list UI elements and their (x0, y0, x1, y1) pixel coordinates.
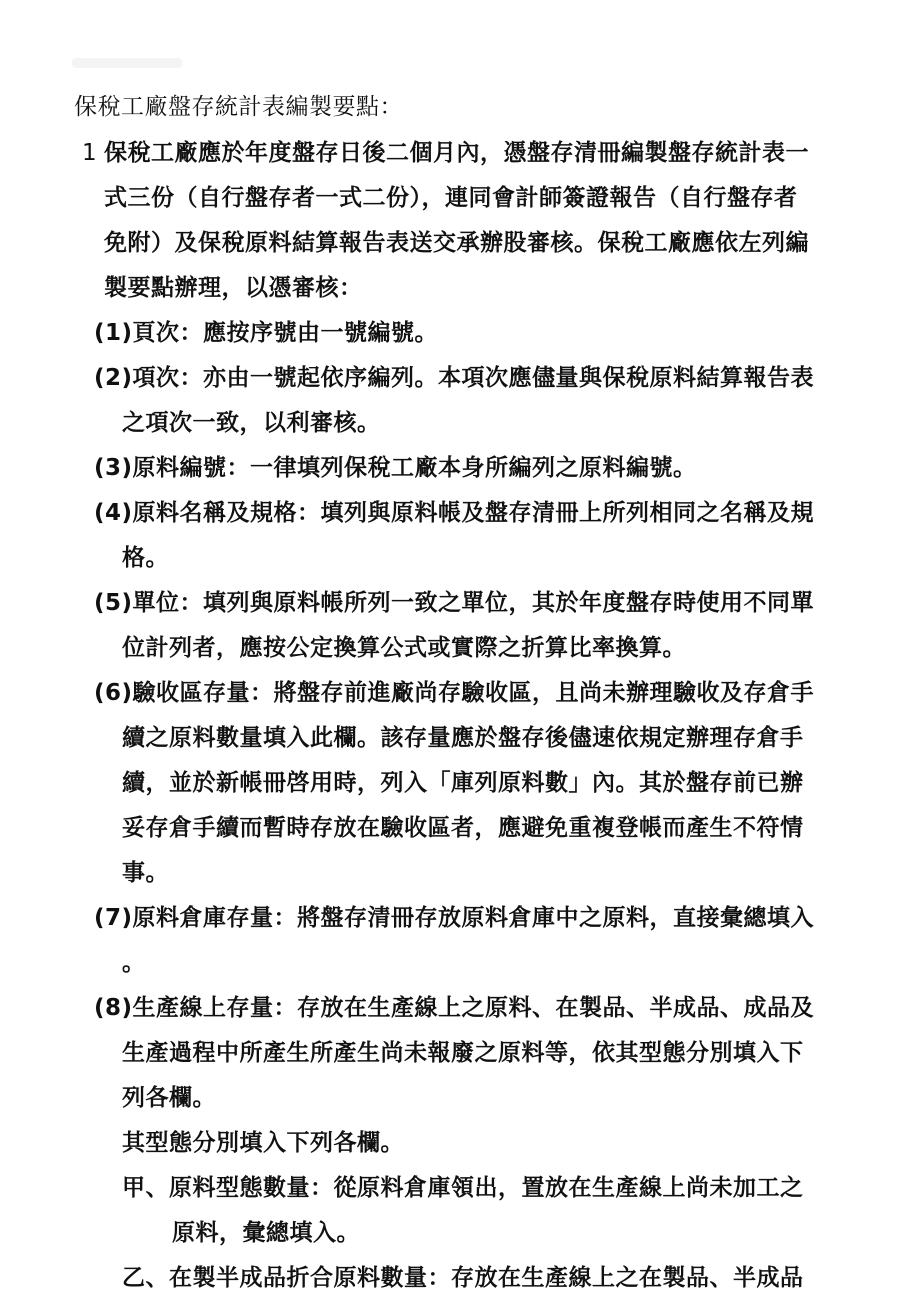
document-title: 保稅工廠盤存統計表編製要點： (74, 94, 403, 120)
scan-smudge (72, 58, 182, 68)
subitem-6-line-3: 續，並於新帳冊啓用時，列入「庫列原料數」內。其於盤存前已辦 (122, 770, 804, 796)
subitem-6-line-2: 續之原料數量填入此欄。該存量應於盤存後儘速依規定辦理存倉手 (122, 725, 804, 751)
subitem-5-line-2: 位計列者，應按公定換算公式或實際之折算比率換算。 (122, 635, 686, 661)
subitem-4-line-2: 格。 (122, 545, 169, 571)
subitem-2-line-1: (2)項次：亦由一號起依序編列。本項次應儘量與保稅原料結算報告表 (94, 365, 815, 391)
subitem-7-line-2: 。 (122, 950, 146, 976)
subitem-8-line-3: 列各欄。 (122, 1085, 216, 1111)
subitem-8-line-2: 生產過程中所產生所產生尚未報廢之原料等，依其型態分別填入下 (122, 1040, 804, 1066)
subitem-3-line-1: (3)原料編號：一律填列保稅工廠本身所編列之原料編號。 (94, 455, 697, 481)
subitem-5-line-1: (5)單位：填列與原料帳所列一致之單位，其於年度盤存時使用不同單 (94, 590, 815, 616)
subitem-2-line-2: 之項次一致，以利審核。 (122, 410, 381, 436)
subitem-yi-line-1: 乙、在製半成品折合原料數量：存放在生產線上之在製品、半成品 (122, 1265, 804, 1291)
subitem-1-line-1: (1)頁次：應按序號由一號編號。 (94, 320, 439, 346)
item1-line-3: 免附）及保稅原料結算報告表送交承辦股審核。保稅工廠應依左列編 (104, 230, 809, 256)
subitem-4-line-1: (4)原料名稱及規格：填列與原料帳及盤存清冊上所列相同之名稱及規 (94, 500, 815, 526)
subitem-8-line-4: 其型態分別填入下列各欄。 (122, 1130, 404, 1156)
subitem-6-line-5: 事。 (122, 860, 169, 886)
subitem-7-line-1: (7)原料倉庫存量：將盤存清冊存放原料倉庫中之原料，直接彙總填入 (94, 905, 815, 931)
item1-marker: 1 (82, 140, 98, 166)
subitem-jia-line-1: 甲、原料型態數量：從原料倉庫領出，置放在生產線上尚未加工之 (122, 1175, 804, 1201)
subitem-jia-line-2: 原料，彙總填入。 (172, 1220, 360, 1246)
item1-line-1: 1 保稅工廠應於年度盤存日後二個月內，憑盤存清冊編製盤存統計表一 (82, 140, 809, 166)
item1-line-4: 製要點辦理，以憑審核： (104, 275, 363, 301)
subitem-8-line-1: (8)生產線上存量：存放在生產線上之原料、在製品、半成品、成品及 (94, 995, 815, 1021)
subitem-6-line-4: 妥存倉手續而暫時存放在驗收區者，應避免重複登帳而產生不符情 (122, 815, 804, 841)
subitem-6-line-1: (6)驗收區存量：將盤存前進廠尚存驗收區，且尚未辦理驗收及存倉手 (94, 680, 815, 706)
item1-line-2: 式三份（自行盤存者一式二份），連同會計師簽證報告（自行盤存者 (104, 185, 798, 211)
